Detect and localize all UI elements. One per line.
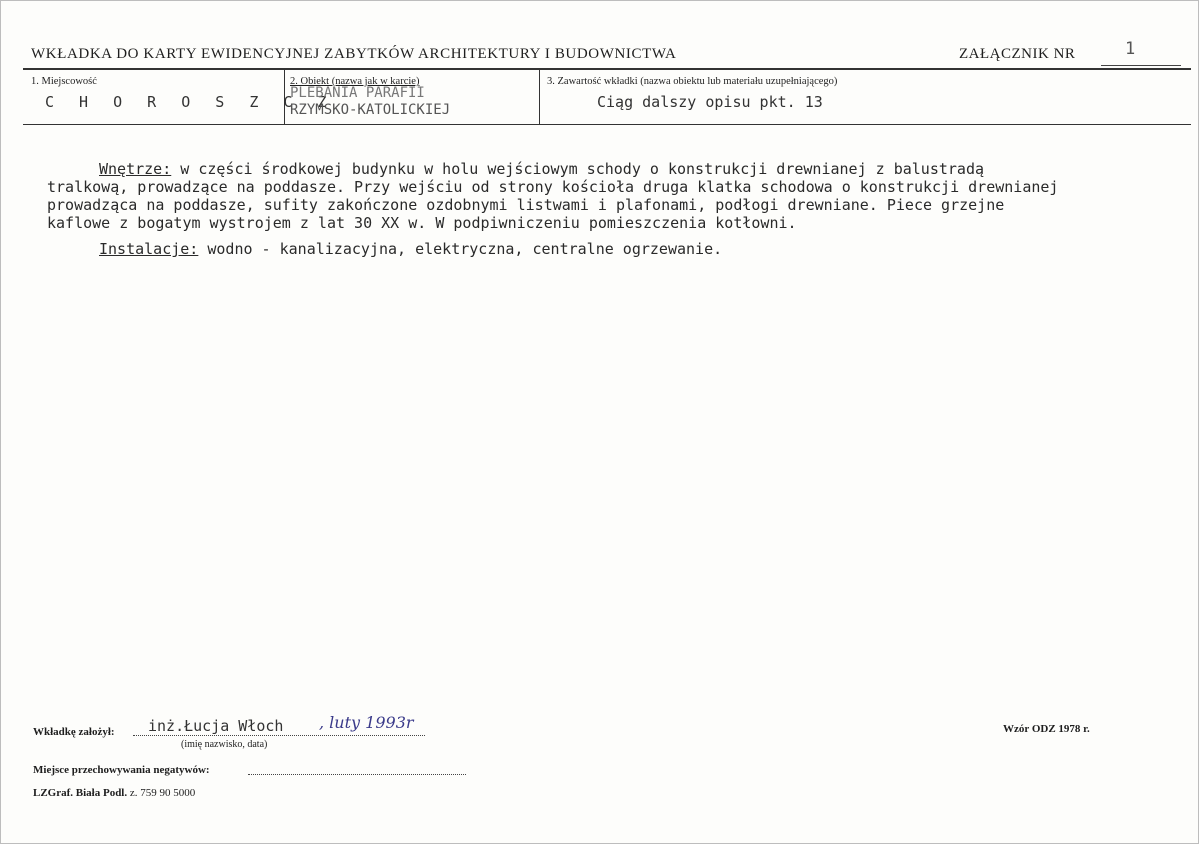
locality-value: C H O R O S Z C Z: [45, 93, 335, 111]
form-model: Wzór ODZ 1978 r.: [1003, 723, 1090, 735]
annex-number-line: [1101, 65, 1181, 66]
body-line-2: tralkową, prowadzące na poddasze. Przy wejściu od strony kościoła druga klatka schodowa o konstrukcji drewnianej: [47, 178, 1059, 196]
installations-text: wodno - kanalizacyjna, elektryczna, centralne ogrzewanie.: [198, 240, 723, 258]
installations-heading: Instalacje:: [99, 240, 199, 258]
locality-label: 1. Miejscowość: [31, 76, 97, 87]
founded-by-label: Wkładkę założył:: [33, 726, 115, 738]
interior-heading: Wnętrze:: [99, 160, 172, 178]
body-line-1: [47, 160, 984, 178]
founded-by-name: inż.Łucja Włoch: [148, 717, 284, 735]
storage-line: [248, 774, 466, 775]
founded-by-hint: (imię nazwisko, data): [181, 739, 268, 750]
body-line-3: prowadząca na poddasze, sufity zakończone ozdobnymi listwami i plafonami, podłogi drewniane. Piece grzejne: [47, 196, 1005, 214]
storage-label: Miejsce przechowywania negatywów:: [33, 764, 210, 776]
object-value-line2: RZYMSKO-KATOLICKIEJ: [290, 102, 451, 118]
printer-order: z. 759 90 5000: [127, 787, 196, 799]
annex-label: ZAŁĄCZNIK NR: [959, 46, 1076, 62]
object-value-line1: PLEBANIA PARAFII: [290, 85, 425, 101]
header-rule-bottom: [23, 124, 1191, 125]
printer-name: LZGraf. Biała Podl.: [33, 787, 128, 799]
founded-date-handwritten: , luty 1993r: [319, 713, 414, 732]
annex-number: 1: [1125, 39, 1136, 59]
header-rule-top: [23, 68, 1191, 70]
body-line-4: kaflowe z bogatym wystrojem z lat 30 XX w. W podpiwniczeniu pomieszczenia kotłowni.: [47, 214, 797, 232]
body-text: w części środkowej budynku w holu wejściowym schody o konstrukcji drewnianej z balustradą: [171, 160, 985, 178]
object-label: 2. Obiekt (nazwa jak w karcie): [290, 76, 420, 87]
founded-by-line: [133, 735, 425, 736]
field-divider: [539, 70, 540, 125]
printer-note: [33, 787, 195, 799]
form-title: WKŁADKA DO KARTY EWIDENCYJNEJ ZABYTKÓW ARCHITEKTURY I BUDOWNICTWA: [31, 46, 677, 62]
content-value: Ciąg dalszy opisu pkt. 13: [597, 93, 823, 111]
content-label: 3. Zawartość wkładki (nazwa obiektu lub materiału uzupełniającego): [547, 76, 838, 87]
body-line-5: [47, 240, 722, 258]
